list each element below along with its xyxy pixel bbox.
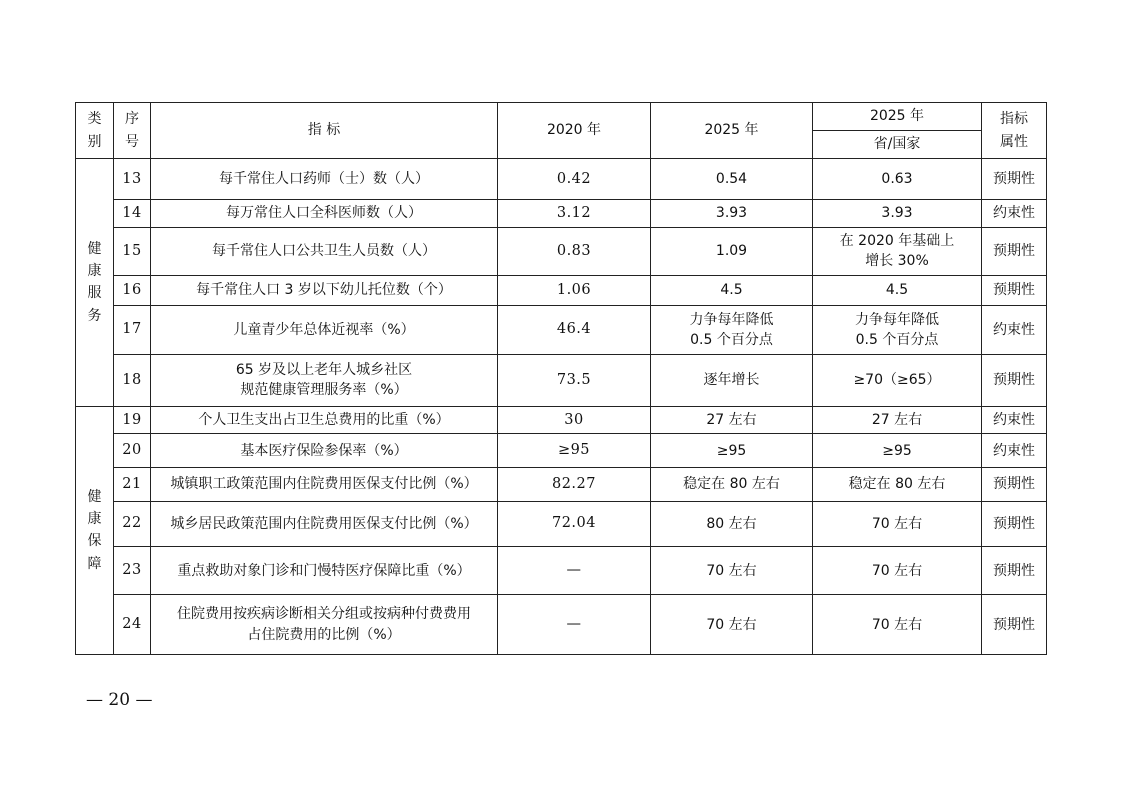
indicator-cell: 儿童青少年总体近视率（%） bbox=[151, 306, 498, 354]
value-2025-province-cell: 力争每年降低 0.5 个百分点 bbox=[813, 306, 982, 354]
table-row bbox=[76, 306, 1047, 354]
value-2025-cell: 稳定在 80 左右 bbox=[651, 468, 813, 501]
value-2025-province-cell: 稳定在 80 左右 bbox=[813, 468, 982, 501]
value-2025-cell: 3.93 bbox=[651, 200, 813, 227]
table-row bbox=[76, 434, 1047, 468]
attribute-cell: 预期性 bbox=[982, 275, 1047, 305]
seq-cell: 23 bbox=[114, 547, 151, 595]
seq-cell: 17 bbox=[114, 306, 151, 354]
table-row bbox=[76, 354, 1047, 406]
value-2020-cell: 46.4 bbox=[498, 306, 651, 354]
table-row bbox=[76, 406, 1047, 433]
seq-cell: 18 bbox=[114, 354, 151, 406]
value-2020-cell: 72.04 bbox=[498, 501, 651, 546]
seq-cell: 16 bbox=[114, 275, 151, 305]
indicator-cell: 每千常住人口公共卫生人员数（人） bbox=[151, 227, 498, 275]
seq-cell: 19 bbox=[114, 406, 151, 433]
table-row bbox=[76, 275, 1047, 305]
seq-cell: 22 bbox=[114, 501, 151, 546]
header-2025-province-top: 2025 年 bbox=[813, 103, 982, 131]
table-row bbox=[76, 159, 1047, 200]
value-2025-province-cell: 4.5 bbox=[813, 275, 982, 305]
header-2020: 2020 年 bbox=[498, 103, 651, 159]
seq-cell: 15 bbox=[114, 227, 151, 275]
value-2025-cell: ≥95 bbox=[651, 434, 813, 468]
attribute-cell: 预期性 bbox=[982, 159, 1047, 200]
indicator-cell: 城镇职工政策范围内住院费用医保支付比例（%） bbox=[151, 468, 498, 501]
table-row bbox=[76, 547, 1047, 595]
seq-cell: 21 bbox=[114, 468, 151, 501]
value-2025-cell: 0.54 bbox=[651, 159, 813, 200]
value-2025-province-cell: 在 2020 年基础上 增长 30% bbox=[813, 227, 982, 275]
attribute-cell: 约束性 bbox=[982, 306, 1047, 354]
indicator-cell: 城乡居民政策范围内住院费用医保支付比例（%） bbox=[151, 501, 498, 546]
indicator-cell: 基本医疗保险参保率（%） bbox=[151, 434, 498, 468]
table-row bbox=[76, 595, 1047, 655]
value-2020-cell: — bbox=[498, 595, 651, 655]
value-2020-cell: 3.12 bbox=[498, 200, 651, 227]
indicator-cell: 每万常住人口全科医师数（人） bbox=[151, 200, 498, 227]
seq-cell: 13 bbox=[114, 159, 151, 200]
seq-cell: 24 bbox=[114, 595, 151, 655]
value-2025-cell: 70 左右 bbox=[651, 595, 813, 655]
value-2020-cell: 73.5 bbox=[498, 354, 651, 406]
value-2025-province-cell: 0.63 bbox=[813, 159, 982, 200]
attribute-cell: 约束性 bbox=[982, 434, 1047, 468]
header-attribute: 指标属性 bbox=[982, 103, 1047, 159]
category-cell: 健康服务 bbox=[76, 159, 114, 407]
value-2025-cell: 1.09 bbox=[651, 227, 813, 275]
value-2025-province-cell: 3.93 bbox=[813, 200, 982, 227]
value-2025-cell: 4.5 bbox=[651, 275, 813, 305]
table-row bbox=[76, 227, 1047, 275]
indicator-cell: 住院费用按疾病诊断相关分组或按病种付费费用 占住院费用的比例（%） bbox=[151, 595, 498, 655]
table-body bbox=[76, 159, 1047, 655]
table-row bbox=[76, 200, 1047, 227]
value-2020-cell: 30 bbox=[498, 406, 651, 433]
value-2025-cell: 27 左右 bbox=[651, 406, 813, 433]
table-row bbox=[76, 468, 1047, 501]
value-2025-province-cell: 70 左右 bbox=[813, 595, 982, 655]
value-2025-cell: 80 左右 bbox=[651, 501, 813, 546]
value-2025-province-cell: ≥95 bbox=[813, 434, 982, 468]
value-2020-cell: 82.27 bbox=[498, 468, 651, 501]
value-2025-cell: 70 左右 bbox=[651, 547, 813, 595]
indicator-cell: 个人卫生支出占卫生总费用的比重（%） bbox=[151, 406, 498, 433]
attribute-cell: 约束性 bbox=[982, 406, 1047, 433]
attribute-cell: 预期性 bbox=[982, 501, 1047, 546]
seq-cell: 14 bbox=[114, 200, 151, 227]
attribute-cell: 预期性 bbox=[982, 595, 1047, 655]
indicator-cell: 每千常住人口药师（士）数（人） bbox=[151, 159, 498, 200]
category-cell: 健康保障 bbox=[76, 406, 114, 654]
header-2025: 2025 年 bbox=[651, 103, 813, 159]
header-indicator: 指 标 bbox=[151, 103, 498, 159]
value-2025-province-cell: 70 左右 bbox=[813, 547, 982, 595]
attribute-cell: 预期性 bbox=[982, 354, 1047, 406]
seq-cell: 20 bbox=[114, 434, 151, 468]
value-2020-cell: 1.06 bbox=[498, 275, 651, 305]
attribute-cell: 约束性 bbox=[982, 200, 1047, 227]
table-row bbox=[76, 501, 1047, 546]
value-2020-cell: ≥95 bbox=[498, 434, 651, 468]
value-2025-cell: 力争每年降低 0.5 个百分点 bbox=[651, 306, 813, 354]
attribute-cell: 预期性 bbox=[982, 227, 1047, 275]
indicator-cell: 重点救助对象门诊和门慢特医疗保障比重（%） bbox=[151, 547, 498, 595]
header-category: 类别 bbox=[76, 103, 114, 159]
value-2025-province-cell: 70 左右 bbox=[813, 501, 982, 546]
indicator-cell: 每千常住人口 3 岁以下幼儿托位数（个） bbox=[151, 275, 498, 305]
value-2025-province-cell: ≥70（≥65） bbox=[813, 354, 982, 406]
header-seq: 序号 bbox=[114, 103, 151, 159]
value-2020-cell: 0.42 bbox=[498, 159, 651, 200]
indicator-cell: 65 岁及以上老年人城乡社区 规范健康管理服务率（%） bbox=[151, 354, 498, 406]
value-2020-cell: 0.83 bbox=[498, 227, 651, 275]
value-2020-cell: — bbox=[498, 547, 651, 595]
attribute-cell: 预期性 bbox=[982, 547, 1047, 595]
page-number: — 20 — bbox=[86, 690, 153, 710]
value-2025-cell: 逐年增长 bbox=[651, 354, 813, 406]
value-2025-province-cell: 27 左右 bbox=[813, 406, 982, 433]
header-2025-province-bottom: 省/国家 bbox=[813, 131, 982, 159]
indicator-table bbox=[75, 102, 1047, 655]
attribute-cell: 预期性 bbox=[982, 468, 1047, 501]
